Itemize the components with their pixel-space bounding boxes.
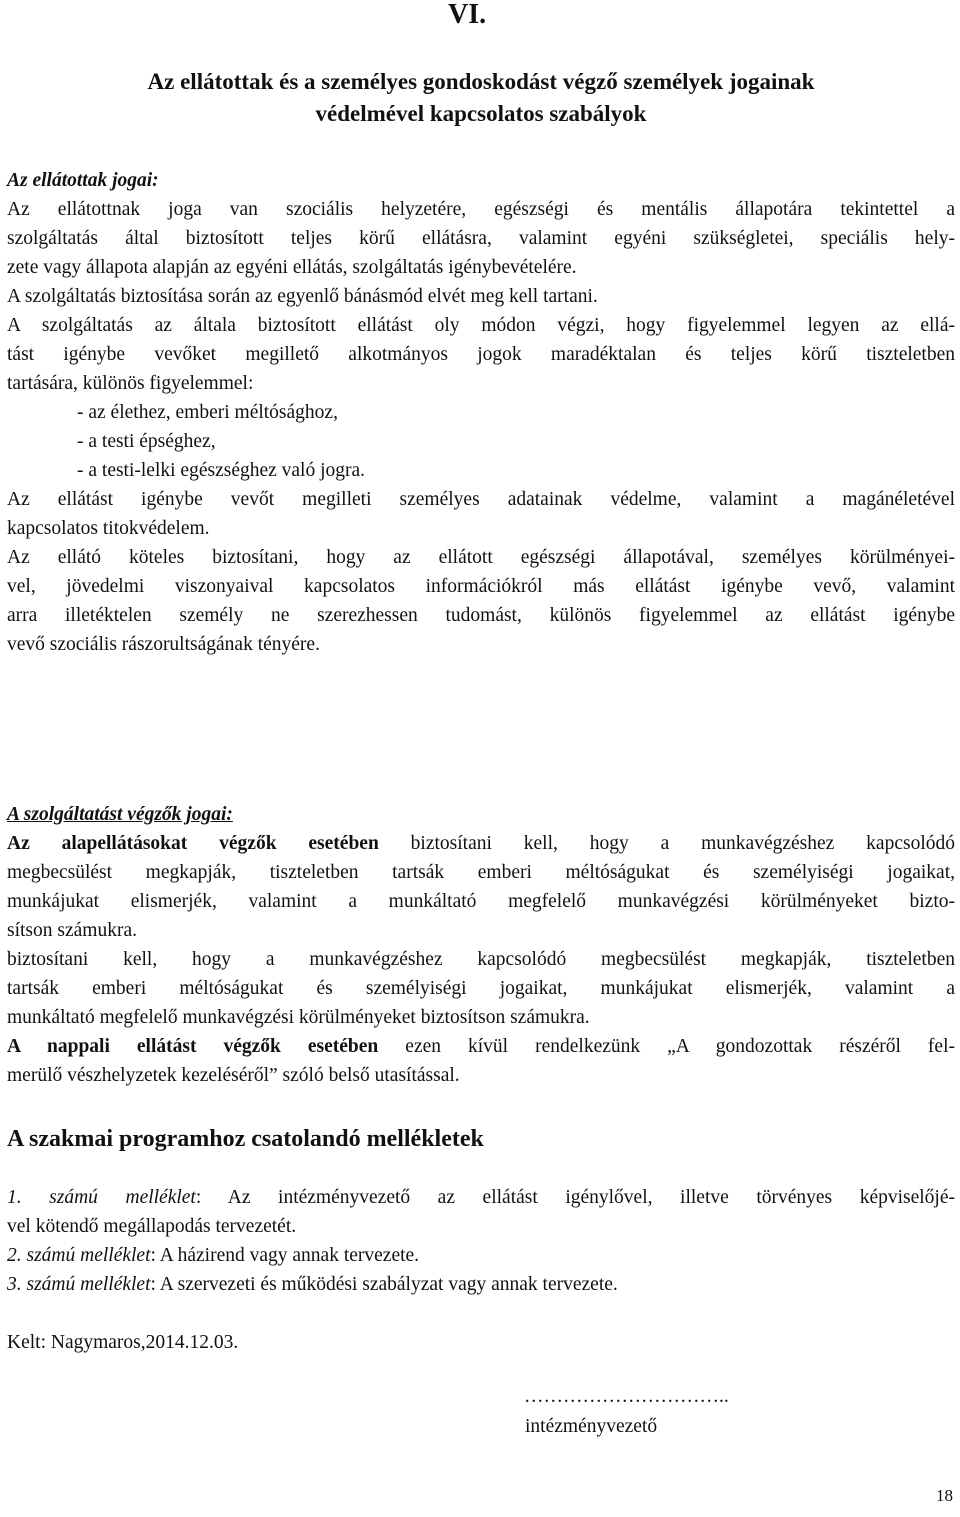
text-line: szolgáltatás által biztosított teljes körű ellátásra, valamint egyéni szükségletei, speciális hely- xyxy=(7,228,955,249)
text-line: A szolgáltatás az általa biztosított ellátást oly módon végzi, hogy figyelemmel legyen az ellá- xyxy=(7,315,955,336)
attachment-label: 2. számú melléklet xyxy=(7,1245,151,1266)
text-line xyxy=(7,829,955,858)
text-line: kapcsolatos titokvédelem. xyxy=(7,518,210,539)
attachment-item-2 xyxy=(7,1241,955,1270)
signature-dots: ………………………….. xyxy=(524,1386,729,1407)
text-line: vevő szociális rászorultságának tényére. xyxy=(7,634,320,655)
text-line: sítson számukra. xyxy=(7,920,137,941)
text-line: biztosítani kell, hogy a munkavégzéshez kapcsolódó megbecsülést megkapják, tiszteletben xyxy=(7,949,955,970)
text-line: vel, jövedelmi viszonyaival kapcsolatos információkról más ellátást igénybe vevő, valamint xyxy=(7,576,955,597)
page-title-line-1: Az ellátottak és a személyes gondoskodást végző személyek jogainak xyxy=(147,69,815,94)
text-line: tartsák emberi méltóságukat és személyiségi jogaikat, munkájukat elismerjék, valamint a xyxy=(7,978,955,999)
attachment-label: 3. számú melléklet xyxy=(7,1274,151,1295)
text-line: zete vagy állapota alapján az egyéni ellátás, szolgáltatás igénybevételére. xyxy=(7,257,577,278)
section-heading-mellekletek: A szakmai programhoz csatolandó mellékletek xyxy=(7,1126,484,1152)
text-line: Az ellátottnak joga van szociális helyzetére, egészségi és mentális állapotára tekintettel a xyxy=(7,199,955,220)
attachment-text: : A házirend vagy annak tervezete. xyxy=(150,1245,420,1266)
page-title xyxy=(7,66,955,130)
section-ellatottak-jogai xyxy=(7,166,955,659)
text-span: biztosítani kell, hogy a munkavégzéshez kapcsolódó xyxy=(378,833,956,854)
attachment-text: : Az intézményvezető az ellátást igénylővel, illetve törvényes képviselőjé- xyxy=(195,1187,955,1208)
text-line: tást igénybe vevőket megillető alkotmányos jogok maradéktalan és teljes körű tiszteletben xyxy=(7,344,955,365)
text-line: Az ellátást igénybe vevőt megilleti személyes adatainak védelme, valamint a magánéletével xyxy=(7,489,955,510)
page-title-line-2: védelmével kapcsolatos szabályok xyxy=(315,101,647,126)
list-item: - a testi épséghez, xyxy=(77,431,216,452)
text-line: Az ellátó köteles biztosítani, hogy az ellátott egészségi állapotával, személyes körülményei- xyxy=(7,547,955,568)
attachment-list xyxy=(7,1183,955,1299)
attachment-item-1 xyxy=(7,1183,955,1212)
section-mellekletek xyxy=(7,1123,955,1155)
page-number: 18 xyxy=(936,1486,953,1505)
section-heading-vegzok-jogai: A szolgáltatást végzők jogai: xyxy=(7,804,233,825)
date-line: Kelt: Nagymaros,2014.12.03. xyxy=(7,1332,239,1353)
list-item: - az élethez, emberi méltósághoz, xyxy=(77,402,338,423)
chapter-number: VI. xyxy=(448,0,487,30)
attachment-item-1-continuation: vel kötendő megállapodás tervezetét. xyxy=(7,1216,297,1237)
attachment-label: 1. számú melléklet xyxy=(7,1187,196,1208)
bold-phrase: A nappali ellátást végzők esetében xyxy=(7,1036,379,1057)
text-line: tartására, különös figyelemmel: xyxy=(7,373,254,394)
text-line xyxy=(7,1032,955,1061)
section-heading-ellatottak-jogai: Az ellátottak jogai: xyxy=(7,170,159,191)
bold-phrase: Az alapellátásokat végzők esetében xyxy=(7,833,379,854)
text-line: A szolgáltatás biztosítása során az egyenlő bánásmód elvét meg kell tartani. xyxy=(7,286,598,307)
section-szolgaltatast-vegzok-jogai xyxy=(7,800,955,1090)
text-line: munkáltató megfelelő munkavégzési körülményeket biztosítson számukra. xyxy=(7,1007,590,1028)
attachment-text: : A szervezeti és működési szabályzat vagy annak tervezete. xyxy=(150,1274,618,1295)
attachment-item-3 xyxy=(7,1270,955,1299)
text-line: arra illetéktelen személy ne szerezhessen tudomást, különös figyelemmel az ellátást igénybe xyxy=(7,605,955,626)
text-line: merülő vészhelyzetek kezeléséről” szóló belső utasítással. xyxy=(7,1065,460,1086)
text-line: megbecsülést megkapják, tiszteletben tartsák emberi méltóságukat és személyiségi jogaikat, xyxy=(7,862,955,883)
signature-title: intézményvezető xyxy=(525,1416,658,1437)
text-span: ezen kívül rendelkezünk „A gondozottak részéről fel- xyxy=(378,1036,955,1057)
text-line: munkájukat elismerjék, valamint a munkáltató megfelelő munkavégzési körülményeket bizto- xyxy=(7,891,955,912)
list-item: - a testi-lelki egészséghez való jogra. xyxy=(77,460,366,481)
